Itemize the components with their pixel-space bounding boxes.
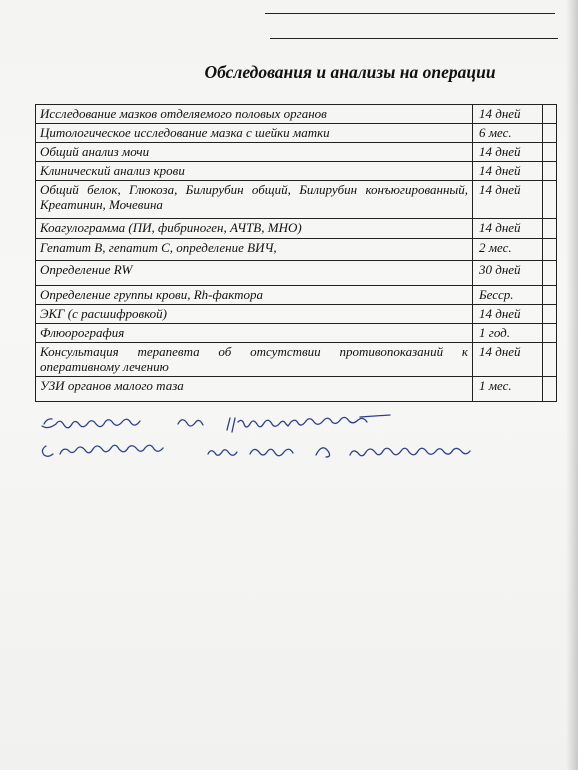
table-row: [36, 143, 557, 162]
exams-table: [35, 104, 557, 402]
exam-name-cell: ЭКГ (с расшифровкой): [36, 305, 473, 324]
table-row: [36, 324, 557, 343]
empty-cell: [543, 124, 557, 143]
exam-name-cell: Цитологическое исследование мазка с шейки матки: [36, 124, 473, 143]
validity-term-cell: 14 дней: [473, 162, 543, 181]
table-row: [36, 261, 557, 286]
empty-cell: [543, 181, 557, 219]
validity-term-cell: 14 дней: [473, 305, 543, 324]
empty-cell: [543, 286, 557, 305]
exam-name-cell: Гепатит В, гепатит С, определение ВИЧ,: [36, 239, 473, 261]
handwritten-note: [30, 408, 570, 478]
table-row: [36, 239, 557, 261]
validity-term-cell: 30 дней: [473, 261, 543, 286]
page-edge-shadow: [566, 0, 578, 770]
validity-term-cell: 1 год.: [473, 324, 543, 343]
validity-term-cell: Бесср.: [473, 286, 543, 305]
exam-name-cell: Общий белок, Глюкоза, Билирубин общий, Билирубин конъюгированный, Креатинин, Мочевина: [36, 181, 473, 219]
exams-table-body: [36, 105, 557, 402]
exam-name-cell: Флюорография: [36, 324, 473, 343]
exam-name-cell: Общий анализ мочи: [36, 143, 473, 162]
empty-cell: [543, 239, 557, 261]
table-row: [36, 305, 557, 324]
validity-term-cell: 6 мес.: [473, 124, 543, 143]
empty-cell: [543, 377, 557, 402]
table-row: [36, 377, 557, 402]
validity-term-cell: 14 дней: [473, 143, 543, 162]
validity-term-cell: 1 мес.: [473, 377, 543, 402]
table-row: [36, 124, 557, 143]
empty-cell: [543, 143, 557, 162]
exam-name-cell: Консультация терапевта об отсутствии противопоказаний к оперативному лечению: [36, 343, 473, 377]
exam-name-cell: Определение группы крови, Rh-фактора: [36, 286, 473, 305]
table-row: [36, 219, 557, 239]
exam-name-cell: УЗИ органов малого таза: [36, 377, 473, 402]
exam-name-cell: Клинический анализ крови: [36, 162, 473, 181]
validity-term-cell: 14 дней: [473, 105, 543, 124]
empty-cell: [543, 105, 557, 124]
exam-name-cell: Коагулограмма (ПИ, фибриноген, АЧТВ, МНО): [36, 219, 473, 239]
empty-cell: [543, 261, 557, 286]
validity-term-cell: 14 дней: [473, 219, 543, 239]
exam-name-cell: Определение RW: [36, 261, 473, 286]
table-row: [36, 181, 557, 219]
signature-line-top: [265, 13, 555, 14]
handwriting-scribble: [30, 408, 570, 478]
empty-cell: [543, 343, 557, 377]
empty-cell: [543, 219, 557, 239]
empty-cell: [543, 324, 557, 343]
exam-name-cell: Исследование мазков отделяемого половых органов: [36, 105, 473, 124]
signature-line-bottom: [270, 38, 558, 39]
validity-term-cell: 14 дней: [473, 181, 543, 219]
validity-term-cell: 14 дней: [473, 343, 543, 377]
empty-cell: [543, 305, 557, 324]
table-row: [36, 162, 557, 181]
page-title: Обследования и анализы на операции: [204, 62, 496, 82]
table-row: [36, 286, 557, 305]
table-row: [36, 343, 557, 377]
empty-cell: [543, 162, 557, 181]
table-row: [36, 105, 557, 124]
validity-term-cell: 2 мес.: [473, 239, 543, 261]
